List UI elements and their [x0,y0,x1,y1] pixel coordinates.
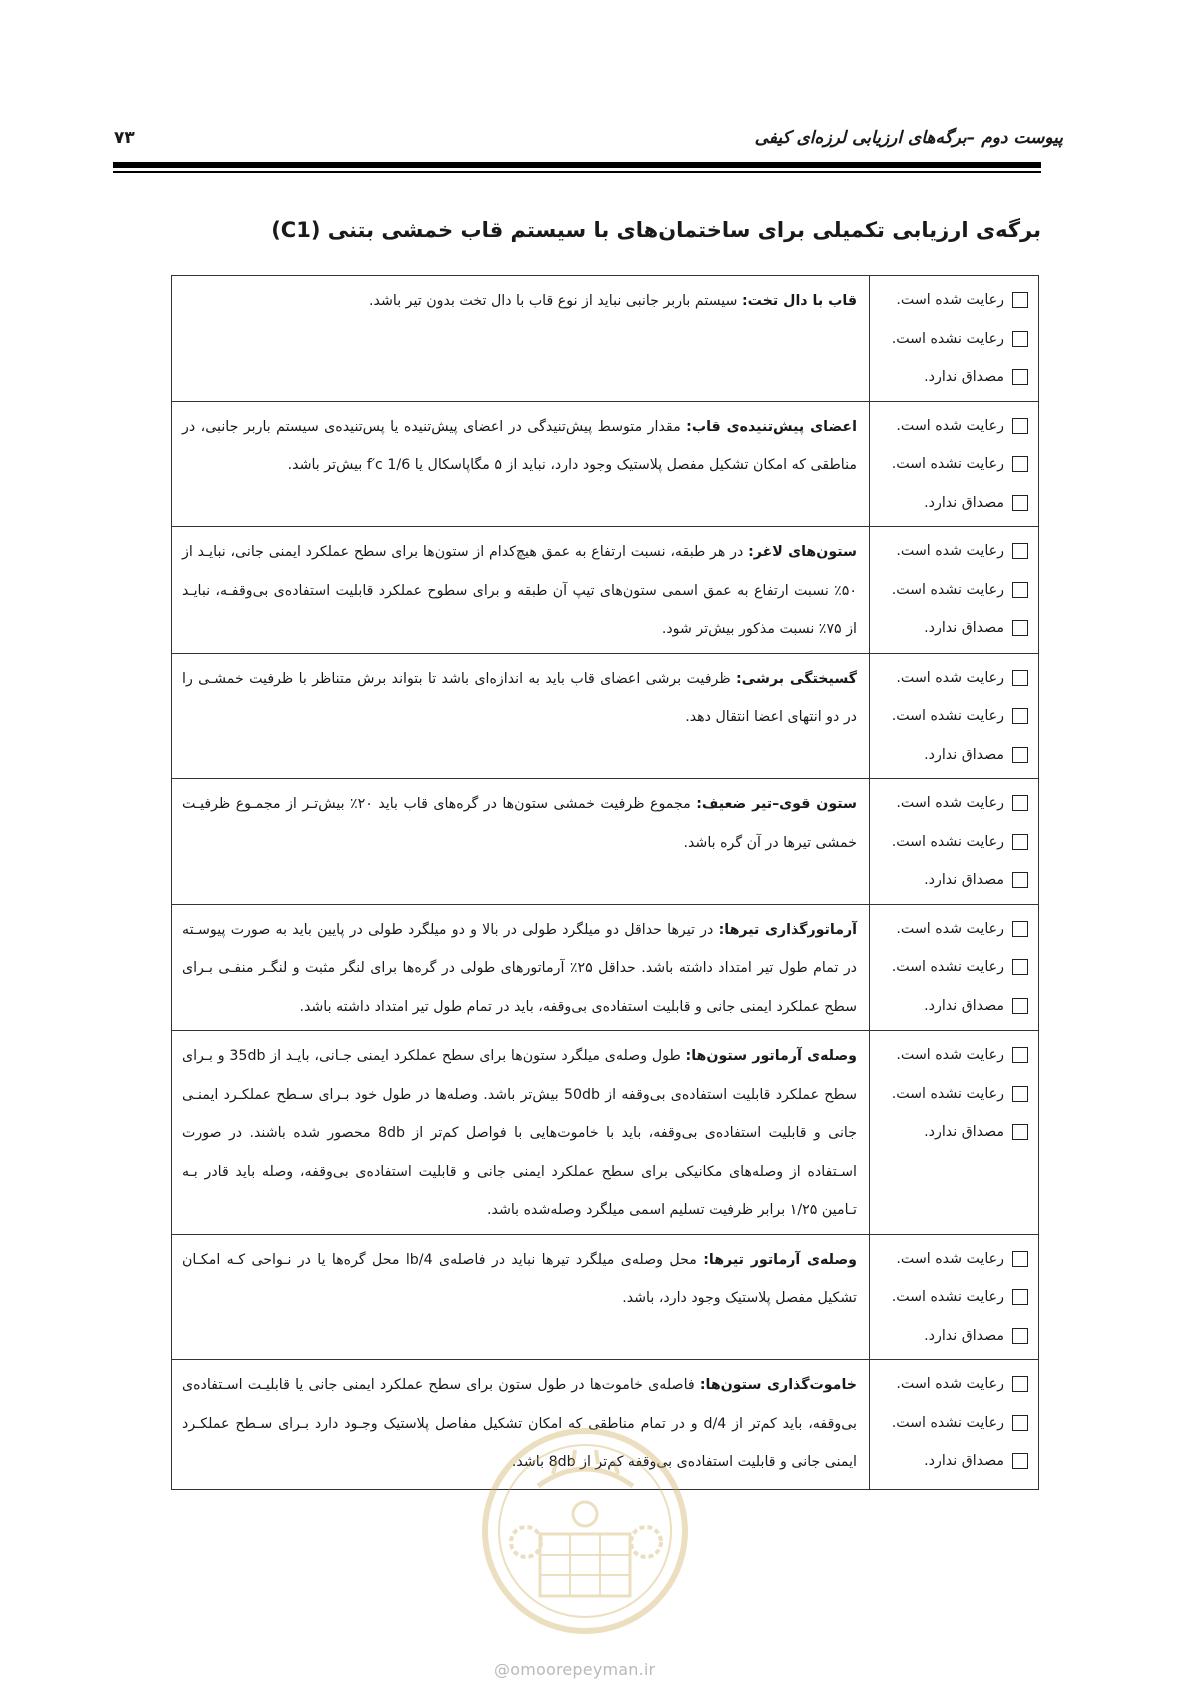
checkbox[interactable] [1012,921,1028,937]
option-complied[interactable]: رعایت شده است. [876,910,1028,949]
checkbox[interactable] [1012,872,1028,888]
option-not-applicable[interactable]: مصداق ندارد. [876,1317,1028,1356]
option-not-applicable[interactable]: مصداق ندارد. [876,484,1028,523]
option-not-complied[interactable]: رعایت نشده است. [876,823,1028,862]
options-cell [870,1031,1039,1235]
option-not-complied[interactable]: رعایت نشده است. [876,697,1028,736]
options-cell [870,527,1039,654]
option-complied[interactable]: رعایت شده است. [876,1365,1028,1404]
option-not-applicable[interactable]: مصداق ندارد. [876,987,1028,1026]
checkbox[interactable] [1012,1376,1028,1392]
option-complied[interactable]: رعایت شده است. [876,1240,1028,1279]
checkbox[interactable] [1012,331,1028,347]
options-cell [870,1234,1039,1360]
checkbox[interactable] [1012,543,1028,559]
checkbox[interactable] [1012,582,1028,598]
criterion-text: فاصله‌ی خاموت‌ها در طول ستون برای سطح عملکرد ایمنی جانی یا قابلیـت اسـتفاده‌ی بی‌وقفه، باید کم‌تر از d/4 و در تمام مناطقی که امکان تشکیل مفاصل پلاستیک وجـود دارد بـرای سـطح عملکـرد ایمنی جانی و قابلیت استفاده‌ی بی‌وقفه کم‌تر از 8db باشد. [182,1377,857,1470]
option-not-applicable[interactable]: مصداق ندارد. [876,358,1028,397]
criterion-label: ستون قوی–تیر ضعیف: [696,796,857,812]
checkbox[interactable] [1012,1047,1028,1063]
checkbox[interactable] [1012,1328,1028,1344]
option-complied[interactable]: رعایت شده است. [876,407,1028,446]
criterion-cell [172,527,870,654]
checkbox[interactable] [1012,795,1028,811]
checkbox[interactable] [1012,495,1028,511]
option-complied[interactable]: رعایت شده است. [876,1036,1028,1075]
options-cell [870,904,1039,1031]
checkbox[interactable] [1012,708,1028,724]
criterion-text: ظرفیت برشی اعضای قاب باید به اندازه‌ای باشد تا بتواند برش متناظر با ظرفیت خمشـی را در دو انتهای اعضا انتقال دهد. [182,670,857,725]
checkbox[interactable] [1012,747,1028,763]
checkbox[interactable] [1012,1453,1028,1469]
table-row [172,653,1039,779]
options-cell [870,653,1039,779]
option-complied[interactable]: رعایت شده است. [876,784,1028,823]
watermark-url: @omoorepeyman.ir [494,1660,656,1679]
checkbox[interactable] [1012,670,1028,686]
criterion-cell [172,1031,870,1235]
option-not-applicable[interactable]: مصداق ندارد. [876,609,1028,648]
table-row [172,1031,1039,1235]
option-not-applicable[interactable]: مصداق ندارد. [876,736,1028,775]
criterion-label: اعضای پیش‌تنیده‌ی قاب: [686,418,857,435]
option-complied[interactable]: رعایت شده است. [876,532,1028,571]
criterion-label: آرماتورگذاری تیرها: [718,921,858,938]
criterion-text: در تیرها حداقل دو میلگرد طولی در بالا و دو میلگرد طولی در پایین باید به صورت پیوسـته در تمام طول تیر امتداد داشته باشد. حداقل ۲۵٪ آرماتورهای طولی در گره‌ها برای لنگر مثبت و لنگـر منفـی بـرای سطح عملکرد ایمنی جانی و قابلیت استفاده‌ی بی‌وقفه، باید در تمام طول تیر امتداد داشته باشد. [182,921,858,1015]
options-cell [870,1360,1039,1490]
checkbox[interactable] [1012,834,1028,850]
criterion-text: طول وصله‌ی میلگرد ستون‌ها برای سطح عملکرد ایمنی جـانی، بایـد از 35db و بـرای سطح عملکرد قابلیت استفاده‌ی بی‌وقفه از 50db بیش‌تر باشد. وصله‌ها در طول خود بـرای سـطح عملکـرد ایمنـی جانی و قابلیت استفاده‌ی بی‌وقفه، باید با خاموت‌هایی با فواصل کم‌تر از 8db محصور شده باشند. در صورت اسـتفاده از وصله‌های مکانیکی برای سطح عملکرد ایمنی جانی و قابلیت استفاده‌ی بی‌وقفه، وصله باید قادر بـه تـامین ۱/۲۵ برابر ظرفیت تسلیم اسمی میلگرد وصله‌شده باشد. [182,1048,857,1218]
criterion-label: ستون‌های لاغر: [748,544,857,560]
criterion-text: مجموع ظرفیت خمشی ستون‌ها در گره‌های قاب باید ۲۰٪ بیش‌تـر از مجمـوع ظرفیـت خمشی تیرها در آن گره باشد. [182,796,857,851]
checkbox[interactable] [1012,418,1028,434]
option-not-applicable[interactable]: مصداق ندارد. [876,1113,1028,1152]
option-not-complied[interactable]: رعایت نشده است. [876,948,1028,987]
criterion-cell [172,276,870,402]
criterion-text: محل وصله‌ی میلگرد تیرها نباید در فاصله‌ی lb/4 محل گره‌ها یا در نـواحی کـه امکـان تشکیل مفصل پلاستیک وجود دارد، باشد. [182,1251,857,1306]
option-not-complied[interactable]: رعایت نشده است. [876,1278,1028,1317]
criterion-label: قاب با دال تخت: [741,293,857,309]
checkbox[interactable] [1012,292,1028,308]
option-not-applicable[interactable]: مصداق ندارد. [876,861,1028,900]
checkbox[interactable] [1012,456,1028,472]
table-row [172,1234,1039,1360]
header-rule-thick [113,162,1041,168]
option-complied[interactable]: رعایت شده است. [876,659,1028,698]
criterion-text: سیستم باربر جانبی نباید از نوع قاب با دال تخت بدون تیر باشد. [369,293,738,309]
table-row [172,401,1039,527]
table-row [172,527,1039,654]
criterion-text: مقدار متوسط پیش‌تنیدگی در اعضای پیش‌تنیده یا پس‌تنیده‌ی سیستم باربر جانبی، در مناطقی که امکان تشکیل مفصل پلاستیک وجود دارد، نباید از ۵ مگاپاسکال یا 1/6 f′c بیش‌تر باشد. [182,418,857,473]
criterion-cell [172,904,870,1031]
table-row [172,779,1039,905]
option-not-applicable[interactable]: مصداق ندارد. [876,1442,1028,1481]
criterion-cell [172,401,870,527]
criterion-label: گسیختگی برشی: [735,670,858,687]
option-not-complied[interactable]: رعایت نشده است. [876,320,1028,359]
option-not-complied[interactable]: رعایت نشده است. [876,445,1028,484]
options-cell [870,779,1039,905]
checklist-table [171,275,1039,1490]
checkbox[interactable] [1012,1124,1028,1140]
options-cell [870,276,1039,402]
checklist-title: برگه‌ی ارزیابی تکمیلی برای ساختمان‌های با سیستم قاب خمشی بتنی (C1) [271,218,1041,242]
checkbox[interactable] [1012,1289,1028,1305]
table-row [172,904,1039,1031]
checkbox[interactable] [1012,369,1028,385]
checkbox[interactable] [1012,1251,1028,1267]
checkbox[interactable] [1012,998,1028,1014]
criterion-label: وصله‌ی آرماتور ستون‌ها: [685,1048,857,1064]
checkbox[interactable] [1012,1086,1028,1102]
criterion-label: خاموت‌گذاری ستون‌ها: [699,1377,857,1393]
option-complied[interactable]: رعایت شده است. [876,281,1028,320]
criterion-cell [172,653,870,779]
page-number: ۷۳ [114,128,135,148]
criterion-label: وصله‌ی آرماتور تیرها: [703,1251,857,1268]
checkbox[interactable] [1012,1415,1028,1431]
criterion-text: در هر طبقه، نسبت ارتفاع به عمق هیچ‌کدام از ستون‌ها برای سطح عملکرد ایمنی جانی، نبایـد از ۵۰٪ نسبت ارتفاع به عمق اسمی ستون‌های تیپ آن طبقه و برای سطوح عملکرد قابلیت استفاده‌ی بی‌وقفـه، نبایـد از ۷۵٪ نسبت مذکور بیش‌تر شود. [182,544,857,637]
header-rule-thin [113,171,1041,173]
checkbox[interactable] [1012,620,1028,636]
checkbox[interactable] [1012,959,1028,975]
criterion-cell [172,779,870,905]
option-not-complied[interactable]: رعایت نشده است. [876,1075,1028,1114]
option-not-complied[interactable]: رعایت نشده است. [876,571,1028,610]
criterion-cell [172,1234,870,1360]
running-header-title: پیوست دوم –برگه‌های ارزیابی لرزه‌ای کیفی [754,128,1063,148]
option-not-complied[interactable]: رعایت نشده است. [876,1404,1028,1443]
watermark-logo [478,1424,693,1639]
table-row [172,276,1039,402]
options-cell [870,401,1039,527]
